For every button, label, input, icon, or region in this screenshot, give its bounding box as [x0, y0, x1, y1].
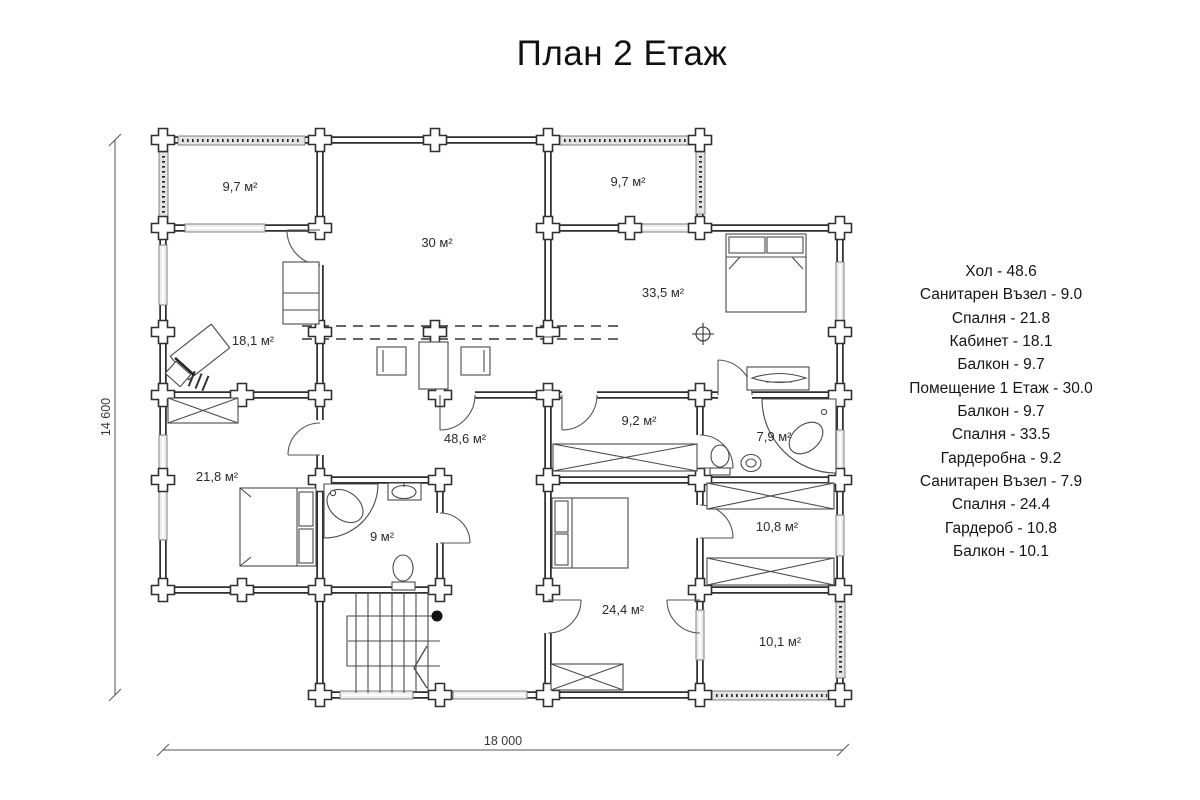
legend-item: Помещение 1 Етаж - 30.0 — [909, 379, 1093, 397]
legend-item: Хол - 48.6 — [965, 263, 1037, 280]
window — [836, 262, 844, 325]
room-area-label: 10,1 м² — [758, 634, 802, 649]
height-dimension — [99, 134, 121, 701]
room-legend — [870, 260, 1132, 563]
ceiling-light-icon — [692, 323, 714, 345]
railing — [696, 152, 705, 214]
room-area-label: 30 м² — [421, 235, 453, 250]
room-area-label: 9,7 м² — [222, 179, 258, 194]
closet-icon — [553, 444, 697, 471]
railing — [178, 136, 305, 145]
legend-item: Балкон - 9.7 — [957, 403, 1045, 421]
legend-item: Спалня - 33.5 — [951, 426, 1051, 444]
room-area-label: 24,4 м² — [601, 602, 645, 617]
door-arc — [288, 423, 320, 455]
bed-icon — [726, 234, 806, 312]
railing — [159, 152, 168, 222]
legend-item: Санитарен Възел - 7.9 — [919, 473, 1083, 491]
bed-icon — [552, 498, 628, 568]
closet-icon — [168, 398, 238, 423]
door-arc — [562, 395, 597, 430]
window — [836, 430, 844, 472]
room-area-label: 9,2 м² — [621, 413, 657, 428]
bed-icon — [240, 488, 316, 566]
furniture — [163, 234, 836, 693]
window — [453, 691, 527, 699]
window — [836, 515, 844, 556]
cased-opening — [542, 337, 554, 390]
window — [159, 245, 167, 305]
height-dimension-label: 14 600 — [99, 397, 113, 437]
room-area-label: 9,7 м² — [610, 174, 646, 189]
width-dimension — [157, 734, 849, 756]
legend-item: Балкон - 10.1 — [953, 543, 1049, 561]
chair-icon — [461, 347, 490, 375]
room-area-label: 21,8 м² — [195, 469, 239, 484]
room-area-label: 48,6 м² — [443, 431, 487, 446]
room-area-label: 18,1 м² — [231, 333, 275, 348]
legend-item: Гардеробна - 9.2 — [940, 449, 1062, 467]
door-arc — [440, 513, 470, 543]
walls — [163, 140, 840, 695]
door-arc — [667, 600, 700, 633]
open-ceiling-dashed-line — [302, 326, 618, 339]
tv-stand-icon — [747, 367, 809, 390]
door-arc — [548, 600, 581, 633]
balcony-door-window — [696, 610, 704, 660]
log-joints — [152, 129, 852, 707]
door-arc — [700, 505, 733, 538]
closet-icon — [707, 483, 834, 509]
page-title: План 2 Етаж — [516, 34, 728, 73]
window — [185, 224, 265, 232]
room-area-label: 10,8 м² — [755, 519, 799, 534]
table-icon — [419, 342, 448, 389]
room-area-label: 7,9 м² — [756, 429, 792, 444]
railing — [836, 602, 845, 678]
window — [340, 691, 413, 699]
closet-icon — [707, 558, 834, 585]
sink-icon — [388, 483, 421, 500]
legend-item: Спалня - 24.4 — [951, 496, 1051, 514]
cabinet-icon — [283, 262, 319, 324]
closet-icon — [551, 664, 623, 690]
legend-item: Гардероб - 10.8 — [944, 519, 1058, 537]
window — [637, 224, 690, 232]
stairs-icon — [347, 592, 443, 693]
legend-item: Спалня - 21.8 — [951, 309, 1051, 327]
legend-item: Кабинет - 18.1 — [949, 333, 1053, 351]
toilet-icon — [710, 445, 730, 475]
railing — [712, 691, 830, 700]
room-area-label: 33,5 м² — [641, 285, 685, 300]
width-dimension-label: 18 000 — [483, 734, 523, 748]
bidet-icon — [741, 455, 761, 472]
legend-item: Санитарен Възел - 9.0 — [919, 286, 1083, 304]
railing — [560, 136, 692, 145]
chair-icon — [377, 347, 406, 375]
toilet-icon — [392, 555, 415, 590]
room-area-label: 9 м² — [369, 529, 395, 544]
legend-item: Балкон - 9.7 — [957, 356, 1045, 374]
balcony-railings — [159, 136, 845, 700]
